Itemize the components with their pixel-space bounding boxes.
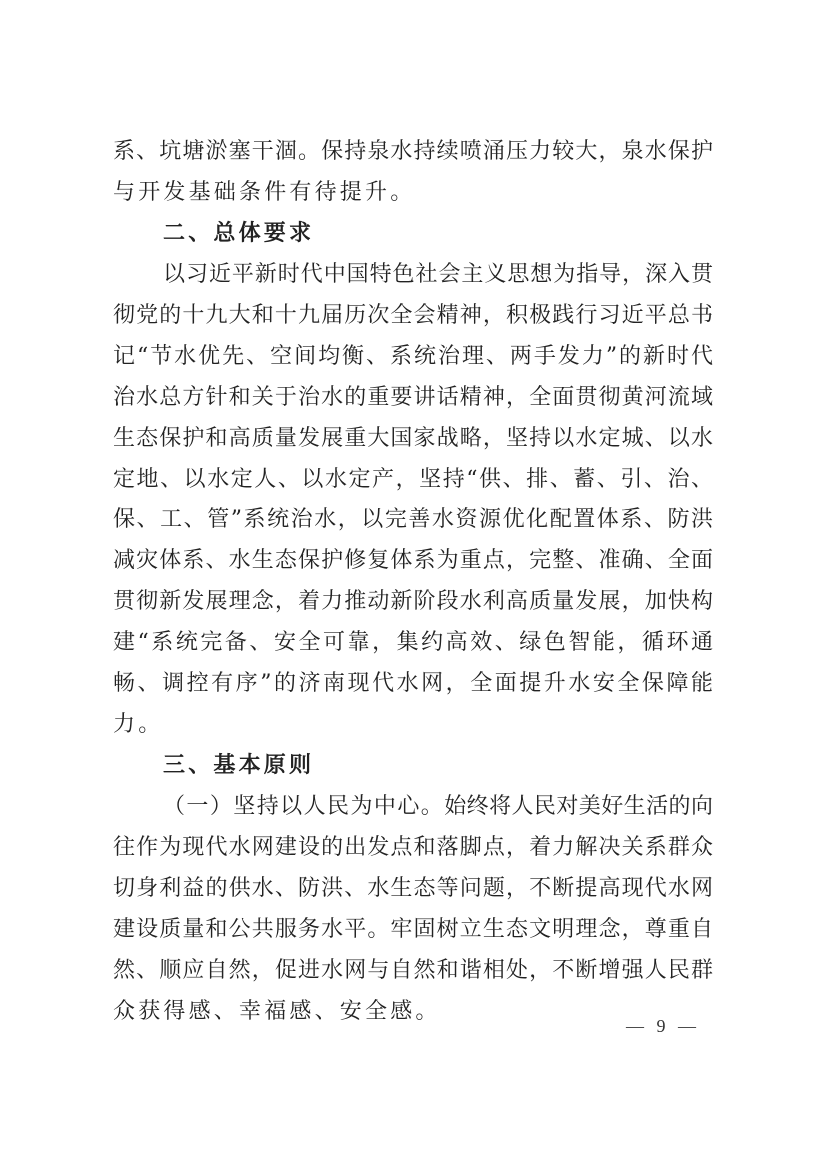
- text-line: 生态保护和高质量发展重大国家战略，坚持以水定城、以水: [113, 425, 713, 451]
- section-heading: 二、总体要求: [163, 220, 315, 246]
- text-line: [113, 787, 713, 828]
- text-line: 然、顺应自然，促进水网与自然和谐相处，不断增强人民群: [113, 957, 713, 983]
- text-line: 贯彻新发展理念，着力推动新阶段水利高质量发展，加快构: [113, 589, 713, 615]
- text-line: 与开发基础条件有待提升。: [113, 179, 416, 205]
- text-line: 系、坑塘淤塞干涸。保持泉水持续喷涌压力较大，泉水保护: [113, 139, 713, 164]
- page-number: — 9 —: [626, 1016, 700, 1036]
- text-line: 治水总方针和关于治水的重要讲话精神，全面贯彻黄河流域: [113, 384, 713, 410]
- text-line: 减灾体系、水生态保护修复体系为重点，完整、准确、全面: [113, 548, 713, 574]
- text-line: 保、工、管”系统治水，以完善水资源优化配置体系、防洪: [113, 507, 713, 533]
- document-body: [113, 132, 713, 1033]
- text-line: 建“系统完备、安全可靠，集约高效、绿色智能，循环通: [113, 630, 713, 656]
- text-line: 定地、以水定人、以水定产，坚持“供、排、蓄、引、治、: [113, 466, 713, 492]
- text-span: 始终将人民对美好生活的向: [444, 794, 713, 819]
- section-heading: 三、基本原则: [163, 753, 315, 779]
- text-line: 往作为现代水网建设的出发点和落脚点，着力解决关系群众: [113, 834, 713, 860]
- text-line: 切身利益的供水、防洪、水生态等问题，不断提高现代水网: [113, 875, 713, 901]
- text-line: 力。: [113, 712, 164, 738]
- text-line: 以习近平新时代中国特色社会主义思想为指导，深入贯: [163, 261, 713, 287]
- text-line: 彻党的十九大和十九届历次全会精神，积极践行习近平总书: [113, 302, 713, 328]
- text-line: 记“节水优先、空间均衡、系统治理、两手发力”的新时代: [113, 343, 713, 369]
- text-line: 众获得感、幸福感、安全感。: [113, 998, 441, 1024]
- subsection-lead: （一）坚持以人民为中心。: [163, 794, 445, 819]
- text-line: 畅、调控有序”的济南现代水网，全面提升水安全保障能: [113, 671, 713, 697]
- text-line: 建设质量和公共服务水平。牢固树立生态文明理念，尊重自: [113, 916, 713, 942]
